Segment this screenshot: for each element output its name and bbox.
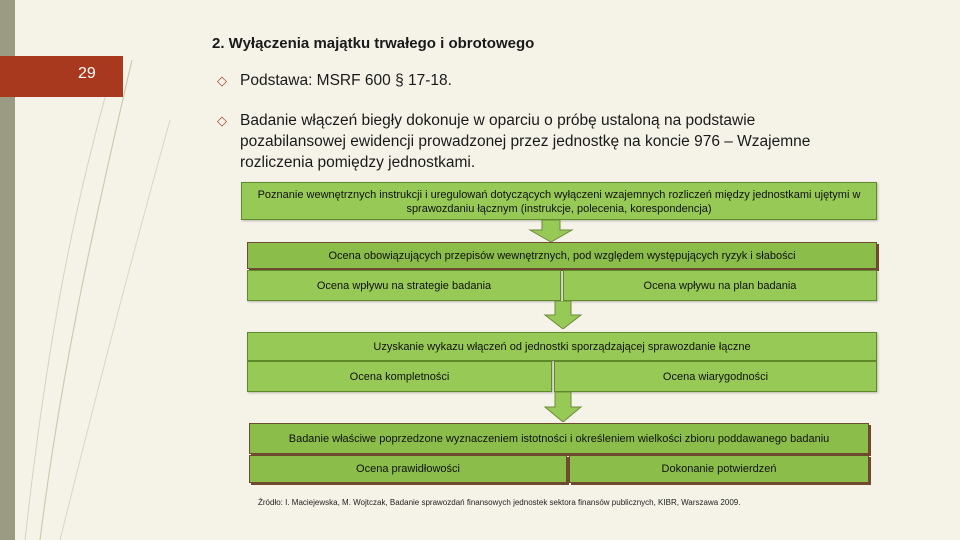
- page-number: 29: [78, 65, 96, 82]
- flow-step-3: Uzyskanie wykazu włączeń od jednostki sporządzającej sprawozdanie łączne: [247, 332, 877, 361]
- page-number-badge: [0, 56, 123, 97]
- bullet-item: [217, 70, 837, 91]
- source-note: Źródło: I. Maciejewska, M. Wojtczak, Badanie sprawozdań finansowych jednostek sektora finansów publicznych, KIBR, Warszawa 2009.: [258, 498, 741, 507]
- flow-step-2-right: Ocena wpływu na plan badania: [563, 270, 877, 301]
- flow-step-2-left: Ocena wpływu na strategie badania: [247, 270, 561, 301]
- flow-step-4: Badanie właściwe poprzedzone wyznaczeniem istotności i określeniem wielkości zbioru poddawanego badaniu: [249, 423, 869, 454]
- down-arrow-icon: [543, 392, 583, 422]
- down-arrow-icon: [526, 220, 576, 242]
- diamond-bullet-icon: ◇: [217, 73, 227, 88]
- slide-title: 2. Wyłączenia majątku trwałego i obrotowego: [212, 35, 535, 52]
- bullet-text: Podstawa: MSRF 600 § 17-18.: [240, 72, 452, 89]
- bullet-item: [217, 110, 847, 173]
- flow-step-4-right: Dokonanie potwierdzeń: [569, 455, 869, 483]
- diamond-bullet-icon: ◇: [217, 113, 227, 128]
- down-arrow-icon: [543, 301, 583, 329]
- flow-step-1: Poznanie wewnętrznych instrukcji i uregulowań dotyczących wyłączeni wzajemnych rozliczeń między jednostkami ujętymi w sprawozdaniu łącznym (instrukcje, polecenia, korespondencja): [241, 182, 877, 220]
- flow-step-4-left: Ocena prawidłowości: [249, 455, 567, 483]
- flow-step-3-right: Ocena wiarygodności: [554, 361, 877, 392]
- bullet-text: Badanie włączeń biegły dokonuje w oparciu o próbę ustaloną na podstawie pozabilansowej ewidencji prowadzonej przez jednostkę na koncie 976 – Wzajemne rozliczenia pomiędzy jednostkami.: [240, 112, 811, 171]
- flow-step-3-left: Ocena kompletności: [247, 361, 552, 392]
- flow-step-2: Ocena obowiązujących przepisów wewnętrznych, pod względem występujących ryzyk i słabości: [247, 242, 877, 269]
